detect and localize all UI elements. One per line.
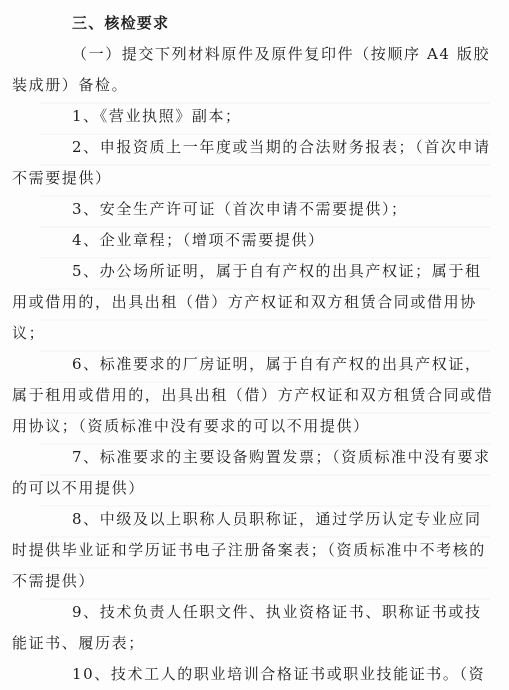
list-item: 6、标准要求的厂房证明，属于自有产权的出具产权证，属于租用或借用的，出具出租（借）方产权证和双方租赁合同或借用协议；（资质标准中没有要求的可以不用提供） [12, 355, 494, 435]
list-item: 9、技术负责人任职文件、执业资格证书、职称证书或技能证书、履历表； [12, 603, 482, 652]
list-item: 7、标准要求的主要设备购置发票；（资质标准中没有要求的可以不用提供） [12, 448, 491, 497]
list-item: 5、办公场所证明，属于自有产权的出具产权证；属于租用或借用的，出具出租（借）方产权证和双方租赁合同或借用协议； [12, 262, 482, 342]
list-item: 3、安全生产许可证（首次申请不需要提供）； [72, 200, 408, 218]
document-body [12, 8, 496, 690]
section-heading: 三、核检要求 [72, 14, 170, 32]
list-item: 10、技术工人的职业培训合格证书或职业技能证书。（资 [72, 665, 486, 683]
list-item: 4、企业章程；（增项不需要提供） [72, 231, 325, 249]
list-item: 2、申报资质上一年度或当期的合法财务报表；（首次申请不需要提供） [12, 138, 491, 187]
intro-paragraph: （一）提交下列材料原件及原件复印件（按顺序 A4 版胶装成册）备检。 [12, 45, 491, 94]
list-item: 1、《营业执照》副本； [72, 107, 242, 125]
list-item: 8、中级及以上职称人员职称证，通过学历认定专业应同时提供毕业证和学历证书电子注册备案表；（资质标准中不考核的不需提供） [12, 510, 486, 590]
